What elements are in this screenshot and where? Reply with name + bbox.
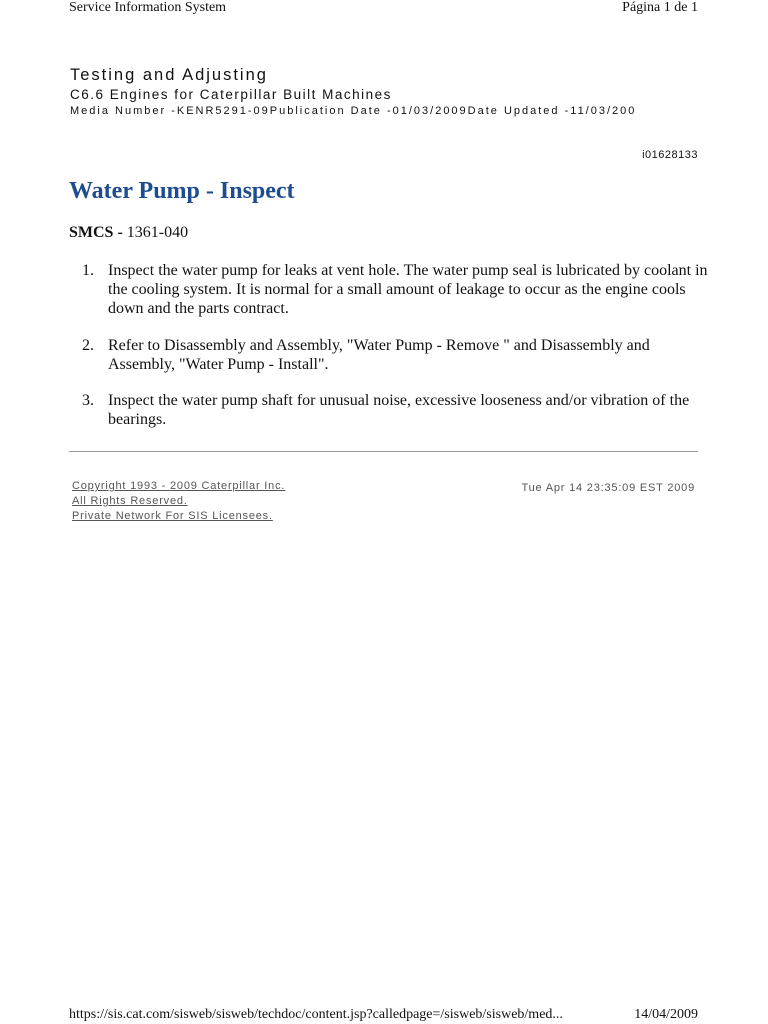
print-header-source: Service Information System (69, 0, 227, 15)
print-footer-url: https://sis.cat.com/sisweb/sisweb/techdoc/content.jsp?calledpage=/sisweb/sisweb/med... (69, 1007, 563, 1022)
procedure-step (69, 336, 709, 374)
step-number: 2. (82, 336, 94, 354)
private-network-link[interactable]: Private Network For SIS Licensees. (72, 510, 273, 522)
step-text: Inspect the water pump for leaks at vent hole. The water pump seal is lubricated by coolant in the cooling system. It is normal for a small amount of leakage to occur as the engine cools down and the parts contract. (108, 262, 708, 318)
smcs-label: SMCS - (69, 224, 123, 241)
step-text: Inspect the water pump shaft for unusual noise, excessive looseness and/or vibration of the bearings. (108, 392, 690, 429)
copyright-link[interactable]: Copyright 1993 - 2009 Caterpillar Inc. (72, 480, 286, 492)
rights-link[interactable]: All Rights Reserved. (72, 495, 188, 507)
document-id: i01628133 (642, 149, 698, 161)
engine-subtitle: C6.6 Engines for Caterpillar Built Machines (70, 87, 392, 102)
generated-timestamp: Tue Apr 14 23:35:09 EST 2009 (521, 482, 695, 494)
procedure-step (69, 261, 709, 319)
step-text: Refer to Disassembly and Assembly, "Water Pump - Remove " and Disassembly and Assembly, "Water Pump - Install". (108, 336, 650, 373)
procedure-step (69, 391, 709, 429)
copyright-block (72, 479, 285, 524)
print-footer-date: 14/04/2009 (634, 1007, 698, 1022)
step-number: 3. (82, 392, 94, 410)
media-number-line: Media Number -KENR5291-09Publication Date -01/03/2009Date Updated -11/03/200 (70, 105, 637, 117)
divider (69, 451, 698, 452)
section-title: Testing and Adjusting (70, 66, 268, 84)
page-title: Water Pump - Inspect (69, 178, 295, 204)
smcs-value: 1361-040 (126, 224, 189, 241)
step-number: 1. (82, 262, 94, 279)
smcs-code (69, 224, 188, 242)
print-header-page-number: Página 1 de 1 (622, 0, 698, 15)
procedure-steps (69, 261, 709, 446)
